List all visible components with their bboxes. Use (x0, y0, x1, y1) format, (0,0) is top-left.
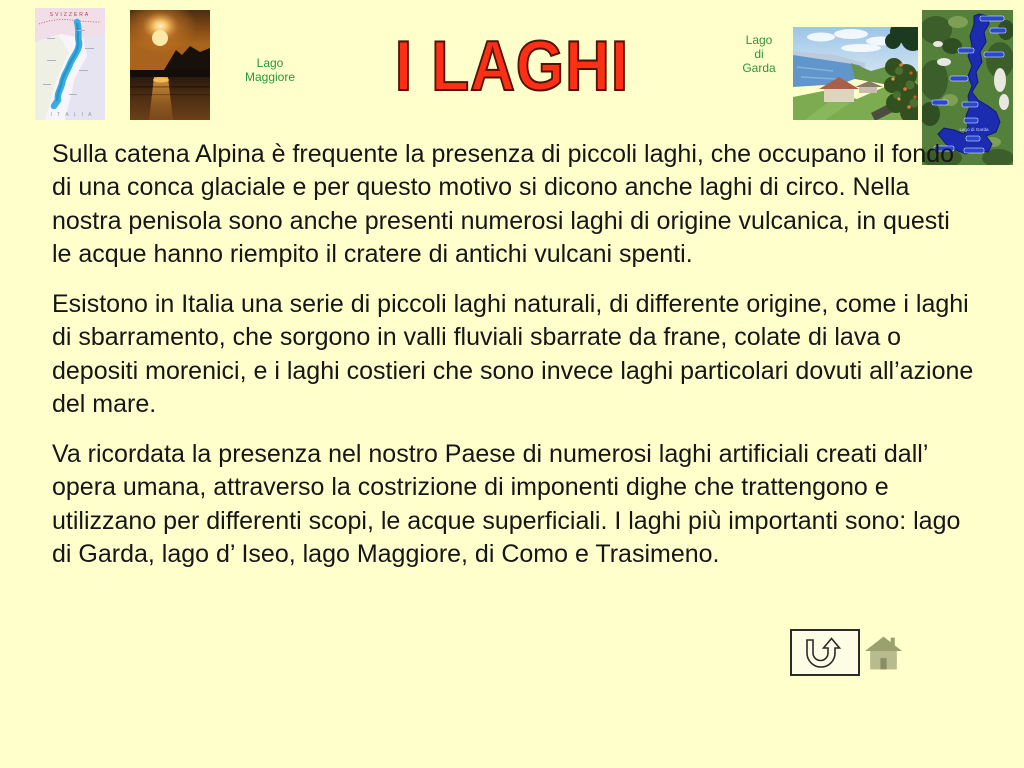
body-text (52, 138, 974, 588)
maggiore-map-image (35, 8, 105, 120)
garda-map-lake-label: Lago di Garda (959, 127, 989, 132)
garda-photo-image (793, 27, 918, 120)
u-turn-return-arrow-icon (792, 631, 858, 674)
paragraph-1: Sulla catena Alpina è frequente la presenza di piccoli laghi, che occupano il fondo di una conca glaciale e per questo motivo si dicono anche laghi di circo. Nella nostra penisola sono anche presenti numerosi laghi di origine vulcanica, in questi le acque hanno riempito il cratere di antichi vulcani spenti. (52, 140, 955, 268)
lago-di-garda-label: Lago di Garda (742, 33, 776, 75)
slide-title: I LAGHI (394, 27, 630, 106)
paragraph-2: Esistono in Italia una serie di piccoli laghi naturali, di differente origine, come i laghi di sbarramento, che sorgono in valli fluviali sbarrate da frane, colate di lava o depositi morenici, e i laghi costieri che sono invece laghi particolari dovuti all’azione del mare. (52, 290, 974, 418)
paragraph-3: Va ricordata la presenza nel nostro Paese di numerosi laghi artificiali creati dall’ opera umana, attraverso la costrizione di imponenti dighe che trattengono e utilizzano per differenti scopi, le acque superficiali. I laghi più importanti sono: lago di Garda, lago d’ Iseo, lago Maggiore, di Como e Trasimeno. (52, 440, 961, 568)
home-icon (863, 634, 904, 672)
map-country-label-top: SVIZZERA (49, 12, 91, 18)
return-button[interactable] (790, 629, 860, 676)
lago-maggiore-label: Lago Maggiore (244, 56, 296, 84)
map-country-label-bottom: I T A L I A (50, 112, 94, 118)
sunset-photo-image (130, 10, 210, 120)
home-button[interactable] (863, 634, 904, 672)
